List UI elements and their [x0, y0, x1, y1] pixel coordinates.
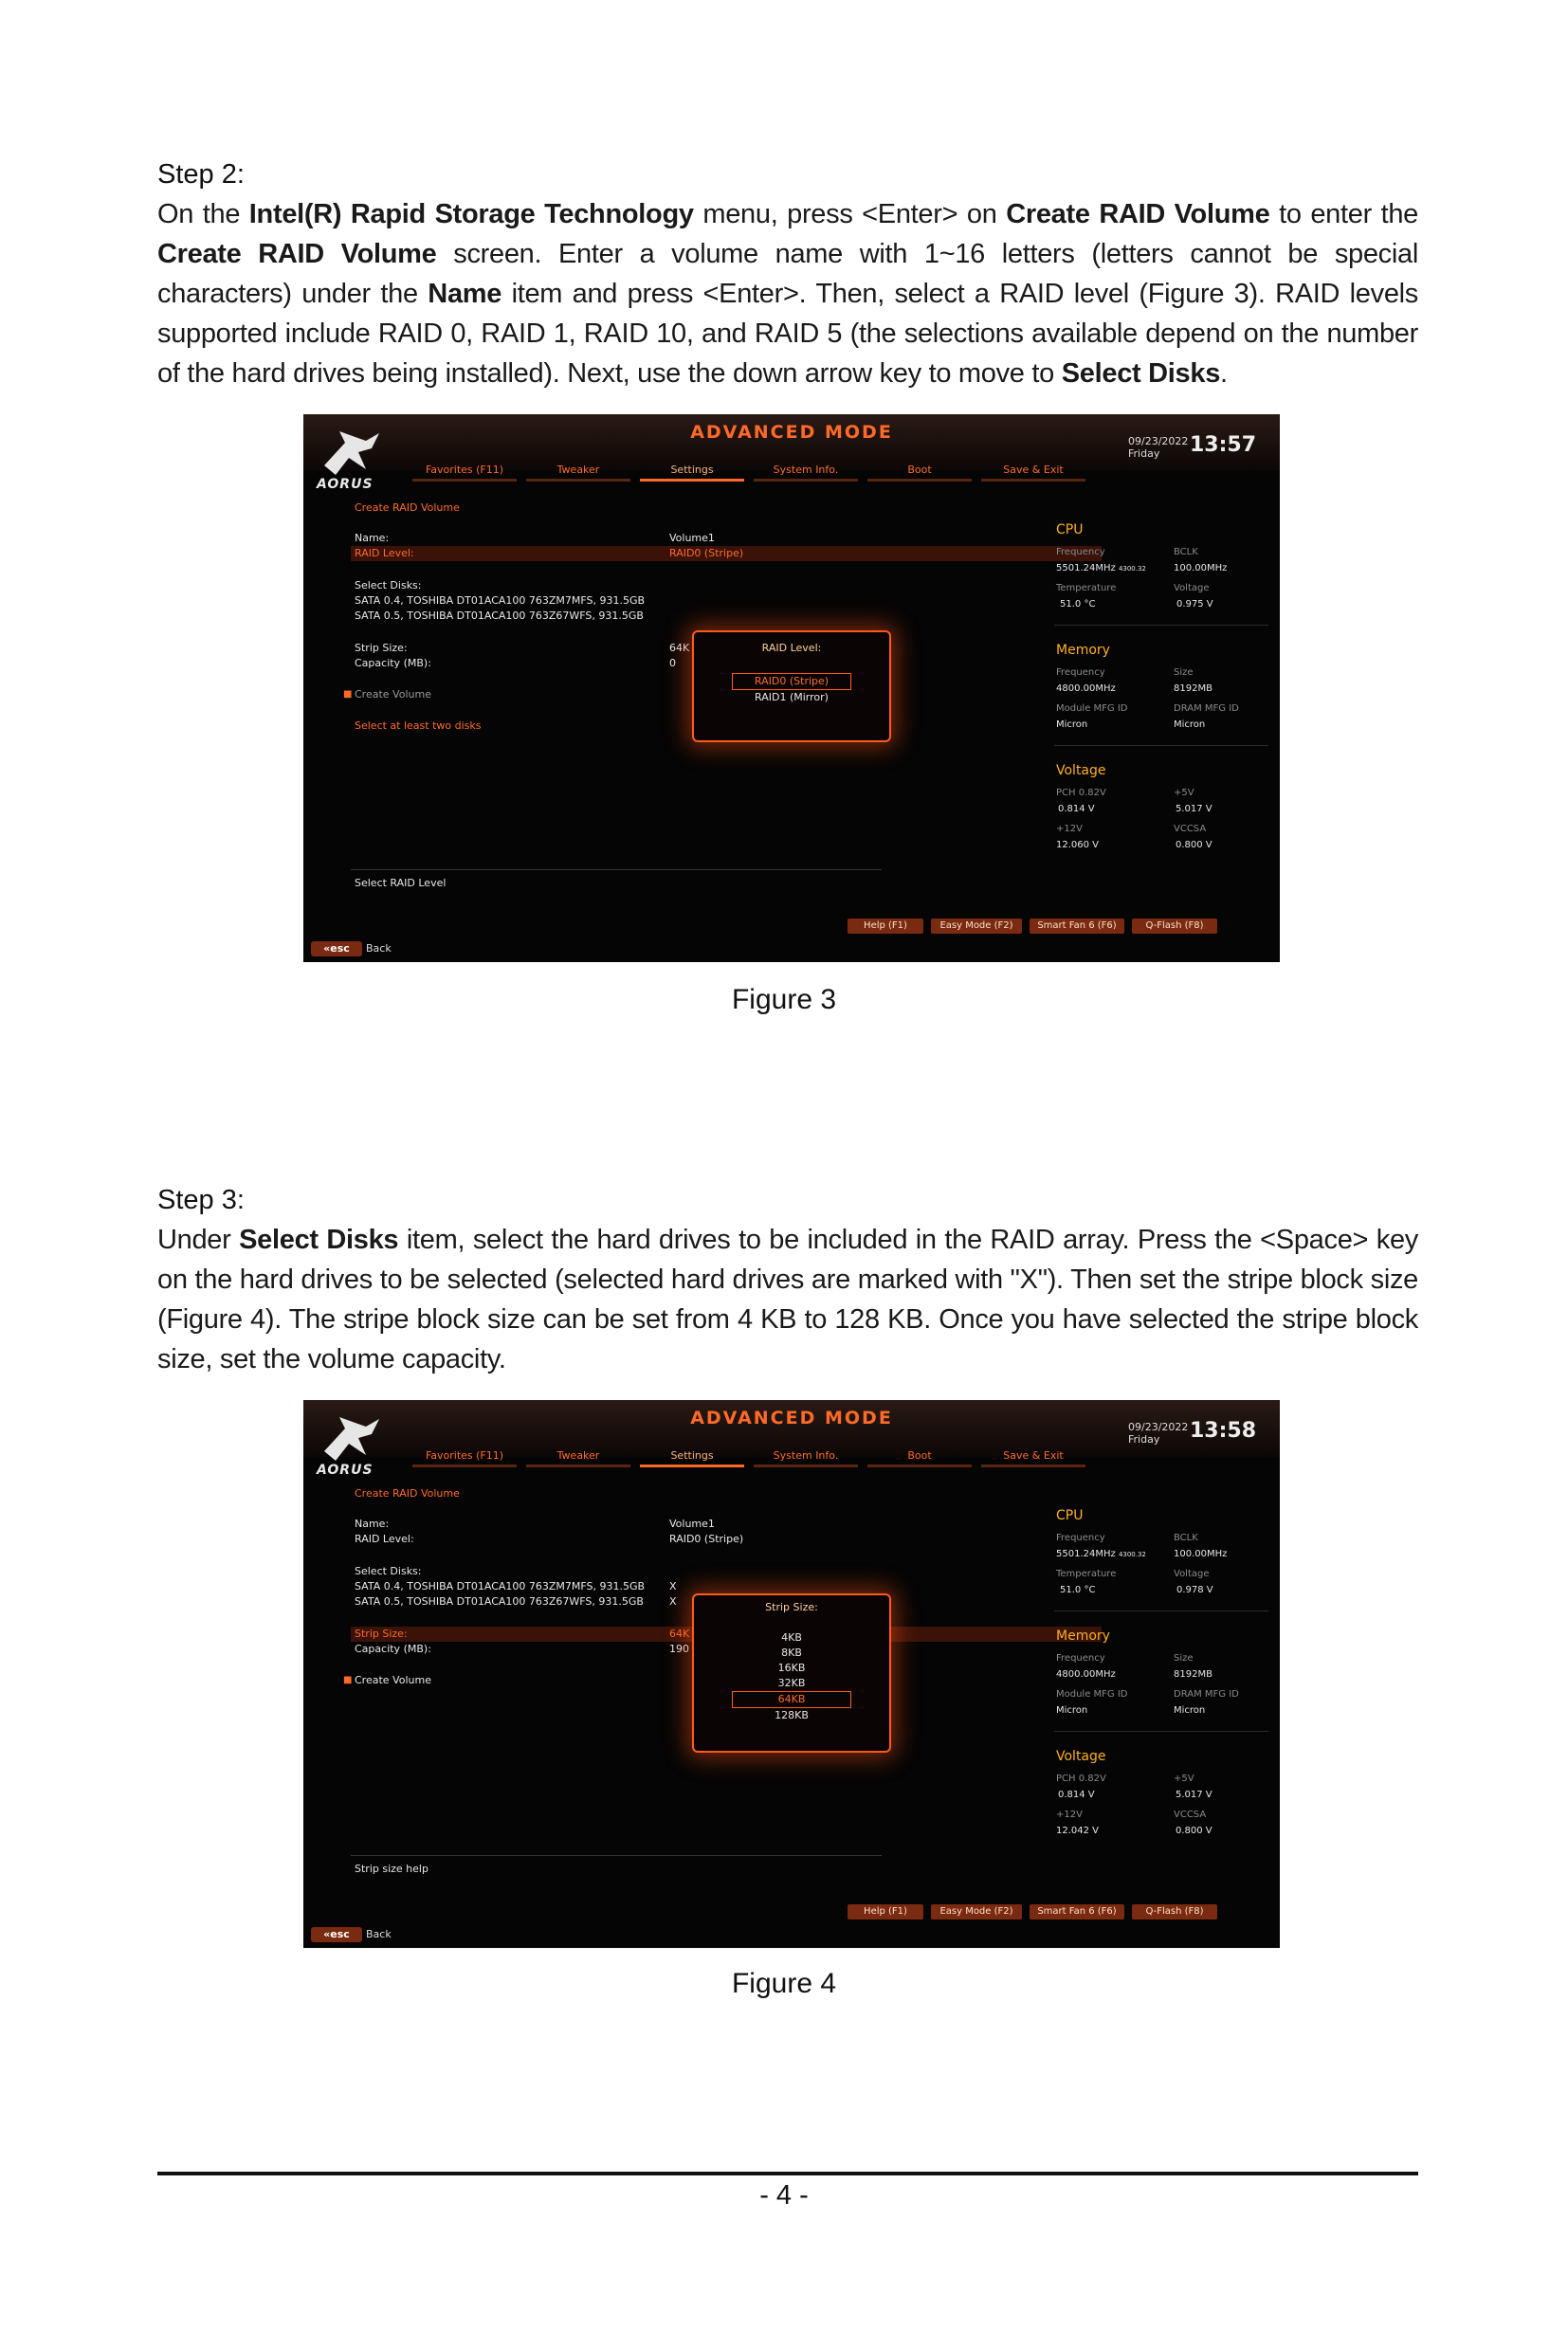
pch-value: 0.814 V [1058, 1790, 1095, 1800]
module-mfg-value: Micron [1056, 1705, 1088, 1716]
mem-frequency-value: 4800.00MHz [1056, 683, 1116, 694]
tab-boot[interactable]: Boot [867, 464, 972, 476]
smart-fan-button[interactable]: Smart Fan 6 (F6) [1030, 1904, 1124, 1920]
page-number: - 4 - [759, 2180, 809, 2211]
tab-save-exit[interactable]: Save & Exit [981, 1449, 1085, 1462]
cpu-header: CPU [1056, 522, 1084, 537]
cpu-frequency-value: 5501.24MHz 4300.32 [1056, 563, 1146, 573]
module-mfg-value: Micron [1056, 719, 1088, 730]
strip-size-label[interactable]: Strip Size: [355, 642, 408, 654]
mode-title: ADVANCED MODE [690, 422, 893, 443]
divider [1054, 745, 1268, 746]
tab-system-info[interactable]: System Info. [754, 464, 858, 476]
popup-option[interactable]: 8KB [781, 1647, 802, 1659]
tab-settings[interactable]: Settings [640, 464, 744, 476]
voltage-header: Voltage [1056, 763, 1106, 778]
tab-system-info[interactable]: System Info. [754, 1449, 858, 1462]
bios-screenshot-figure3 [303, 414, 1280, 962]
breadcrumb: Create RAID Volume [355, 501, 460, 514]
tab-favorites[interactable]: Favorites (F11) [412, 1449, 517, 1462]
help-divider [351, 869, 882, 870]
date-display: 09/23/2022 Friday [1128, 1421, 1189, 1446]
module-mfg-label: Module MFG ID [1056, 703, 1128, 714]
capacity-value[interactable]: 0 [669, 657, 676, 669]
mem-size-value: 8192MB [1174, 1669, 1212, 1680]
cpu-voltage-value: 0.978 V [1176, 1585, 1213, 1595]
tab-tweaker[interactable]: Tweaker [526, 1449, 630, 1462]
time-display: 13:58 [1190, 1419, 1257, 1443]
mem-size-value: 8192MB [1174, 683, 1212, 694]
dram-mfg-value: Micron [1174, 1705, 1206, 1716]
capacity-label[interactable]: Capacity (MB): [355, 657, 431, 669]
breadcrumb: Create RAID Volume [355, 1487, 460, 1500]
mem-frequency-value: 4800.00MHz [1056, 1669, 1116, 1680]
smart-fan-button[interactable]: Smart Fan 6 (F6) [1030, 919, 1124, 934]
raid-level-value[interactable]: RAID0 (Stripe) [669, 547, 744, 559]
5v-label: +5V [1174, 1774, 1194, 1784]
5v-label: +5V [1174, 788, 1194, 798]
step3-title: Step 3: [157, 1185, 245, 1215]
memory-header: Memory [1056, 1628, 1110, 1644]
step2-paragraph: On the Intel(R) Rapid Storage Technology menu, press <Enter> on Create RAID Volume to enter the Create RAID Volume screen. Enter a volume name with 1~16 letters (letters cannot be special characters) under the Name item and press <Enter>. Then, select a RAID level (Figure 3). RAID levels supported include RAID 0, RAID 1, RAID 10, and RAID 5 (the selections available depend on the number of the hard drives being installed). Next, use the down arrow key to move to Select Disks. [157, 199, 1419, 389]
pch-label: PCH 0.82V [1056, 788, 1106, 798]
cpu-frequency-label: Frequency [1056, 547, 1105, 557]
12v-value: 12.060 V [1056, 840, 1100, 850]
strip-size-value[interactable]: 64K [669, 642, 690, 654]
tab-boot[interactable]: Boot [867, 1449, 972, 1462]
date-display: 09/23/2022 Friday [1128, 435, 1189, 460]
temperature-label: Temperature [1056, 1569, 1117, 1579]
12v-label: +12V [1056, 1810, 1083, 1820]
tab-favorites[interactable]: Favorites (F11) [412, 464, 517, 476]
mem-frequency-label: Frequency [1056, 667, 1105, 678]
raid-level-label[interactable]: RAID Level: [355, 547, 414, 559]
name-label: Name: [355, 532, 390, 544]
disk-item-2[interactable]: SATA 0.5, TOSHIBA DT01ACA100 763Z67WFS, 931.5GB [355, 610, 644, 622]
vccsa-value: 0.800 V [1176, 840, 1212, 850]
dram-mfg-label: DRAM MFG ID [1174, 703, 1239, 714]
help-text: Strip size help [355, 1863, 428, 1875]
cpu-voltage-value: 0.975 V [1176, 599, 1213, 610]
strip-size-label[interactable]: Strip Size: [355, 1628, 408, 1640]
help-divider [351, 1855, 882, 1856]
bclk-value: 100.00MHz [1174, 1549, 1228, 1559]
help-text: Select RAID Level [355, 877, 447, 889]
mem-size-label: Size [1174, 667, 1194, 678]
tab-save-exit[interactable]: Save & Exit [981, 464, 1085, 476]
voltage-header: Voltage [1056, 1749, 1106, 1764]
popup-title: Strip Size: [765, 1601, 818, 1613]
mem-size-label: Size [1174, 1653, 1194, 1664]
popup-option[interactable]: 16KB [777, 1662, 806, 1674]
raid-level-label[interactable]: RAID Level: [355, 1533, 414, 1545]
popup-option[interactable]: 4KB [781, 1631, 802, 1644]
create-volume-item[interactable]: Create Volume [355, 688, 431, 701]
esc-button[interactable]: «esc [311, 1927, 362, 1942]
temperature-value: 51.0 °C [1060, 1585, 1096, 1595]
temperature-value: 51.0 °C [1060, 599, 1096, 610]
help-button[interactable]: Help (F1) [848, 1904, 923, 1920]
5v-value: 5.017 V [1176, 1790, 1212, 1800]
popup-option[interactable]: 32KB [777, 1677, 806, 1689]
name-label: Name: [355, 1518, 390, 1530]
temperature-label: Temperature [1056, 583, 1117, 593]
step3-paragraph: Under Select Disks item, select the hard drives to be included in the RAID array. Press the <Space> key on the hard drives to be selected (selected hard drives are marked with "X"). Then set the stripe block size (Figure 4). The stripe block size can be set from 4 KB to 128 KB. Once you have selected the stripe block size, set the volume capacity. [157, 1225, 1419, 1374]
strip-size-popup [692, 1593, 891, 1753]
name-value[interactable]: Volume1 [669, 532, 715, 544]
disk-2-mark[interactable]: X [669, 1595, 677, 1608]
cpu-frequency-value: 5501.24MHz 4300.32 [1056, 1549, 1146, 1559]
cpu-header: CPU [1056, 1508, 1084, 1523]
disk-item-2[interactable]: SATA 0.5, TOSHIBA DT01ACA100 763Z67WFS, 931.5GB [355, 1595, 644, 1608]
popup-option[interactable]: 128KB [775, 1709, 809, 1721]
tab-settings[interactable]: Settings [640, 1449, 744, 1462]
raid-level-value[interactable]: RAID0 (Stripe) [669, 1533, 744, 1545]
figure4-caption: Figure 4 [731, 1968, 837, 1999]
help-button[interactable]: Help (F1) [848, 919, 923, 934]
capacity-value[interactable]: 190 [669, 1643, 689, 1655]
create-volume-item[interactable]: Create Volume [355, 1674, 431, 1686]
vccsa-label: VCCSA [1174, 824, 1207, 834]
esc-button[interactable]: «esc [311, 941, 362, 956]
12v-label: +12V [1056, 824, 1083, 834]
popup-option[interactable]: 64KB [732, 1691, 851, 1708]
bclk-value: 100.00MHz [1174, 563, 1228, 573]
capacity-label[interactable]: Capacity (MB): [355, 1643, 431, 1655]
bclk-label: BCLK [1174, 547, 1198, 557]
aorus-logo: AORUS [317, 1463, 374, 1478]
select-disks-label: Select Disks: [355, 579, 422, 591]
tab-tweaker[interactable]: Tweaker [526, 464, 630, 476]
disk-1-mark[interactable]: X [669, 1580, 677, 1592]
bullet-icon: ■ [343, 1675, 353, 1685]
figure3-caption: Figure 3 [731, 984, 837, 1015]
cpu-voltage-label: Voltage [1174, 583, 1210, 593]
12v-value: 12.042 V [1056, 1826, 1100, 1836]
easy-mode-button[interactable]: Easy Mode (F2) [931, 919, 1022, 934]
divider [1054, 625, 1268, 626]
mem-frequency-label: Frequency [1056, 1653, 1105, 1664]
divider [1054, 1731, 1268, 1732]
bios-screenshot-figure4 [303, 1400, 1280, 1948]
disk-item-1[interactable]: SATA 0.4, TOSHIBA DT01ACA100 763ZM7MFS, 931.5GB [355, 1580, 646, 1592]
popup-option[interactable]: RAID0 (Stripe) [732, 673, 851, 690]
name-value[interactable]: Volume1 [669, 1518, 715, 1530]
strip-size-value[interactable]: 64K [669, 1628, 690, 1640]
memory-header: Memory [1056, 643, 1110, 658]
q-flash-button[interactable]: Q-Flash (F8) [1132, 1904, 1217, 1920]
back-label: Back [366, 942, 392, 955]
pch-value: 0.814 V [1058, 804, 1095, 814]
popup-option[interactable]: RAID1 (Mirror) [755, 691, 829, 703]
time-display: 13:57 [1190, 433, 1257, 457]
vccsa-value: 0.800 V [1176, 1826, 1212, 1836]
dram-mfg-label: DRAM MFG ID [1174, 1689, 1239, 1700]
vccsa-label: VCCSA [1174, 1810, 1207, 1820]
back-label: Back [366, 1928, 392, 1940]
divider [1054, 1610, 1268, 1611]
aorus-logo: AORUS [317, 477, 374, 492]
raid-level-popup [692, 630, 891, 742]
warning-text: Select at least two disks [355, 719, 482, 732]
footer-rule [157, 2172, 1418, 2175]
tab-bar [412, 1449, 1076, 1470]
tab-bar [412, 464, 1076, 484]
select-disks-label: Select Disks: [355, 1565, 422, 1577]
bullet-icon: ■ [343, 689, 353, 700]
step2-title: Step 2: [157, 159, 245, 190]
dram-mfg-value: Micron [1174, 719, 1206, 730]
module-mfg-label: Module MFG ID [1056, 1689, 1128, 1700]
q-flash-button[interactable]: Q-Flash (F8) [1132, 919, 1217, 934]
mode-title: ADVANCED MODE [690, 1408, 893, 1428]
pch-label: PCH 0.82V [1056, 1774, 1106, 1784]
5v-value: 5.017 V [1176, 804, 1212, 814]
disk-item-1[interactable]: SATA 0.4, TOSHIBA DT01ACA100 763ZM7MFS, 931.5GB [355, 594, 646, 607]
cpu-frequency-label: Frequency [1056, 1533, 1105, 1543]
cpu-voltage-label: Voltage [1174, 1569, 1210, 1579]
easy-mode-button[interactable]: Easy Mode (F2) [931, 1904, 1022, 1920]
popup-title: RAID Level: [761, 642, 822, 654]
bclk-label: BCLK [1174, 1533, 1198, 1543]
